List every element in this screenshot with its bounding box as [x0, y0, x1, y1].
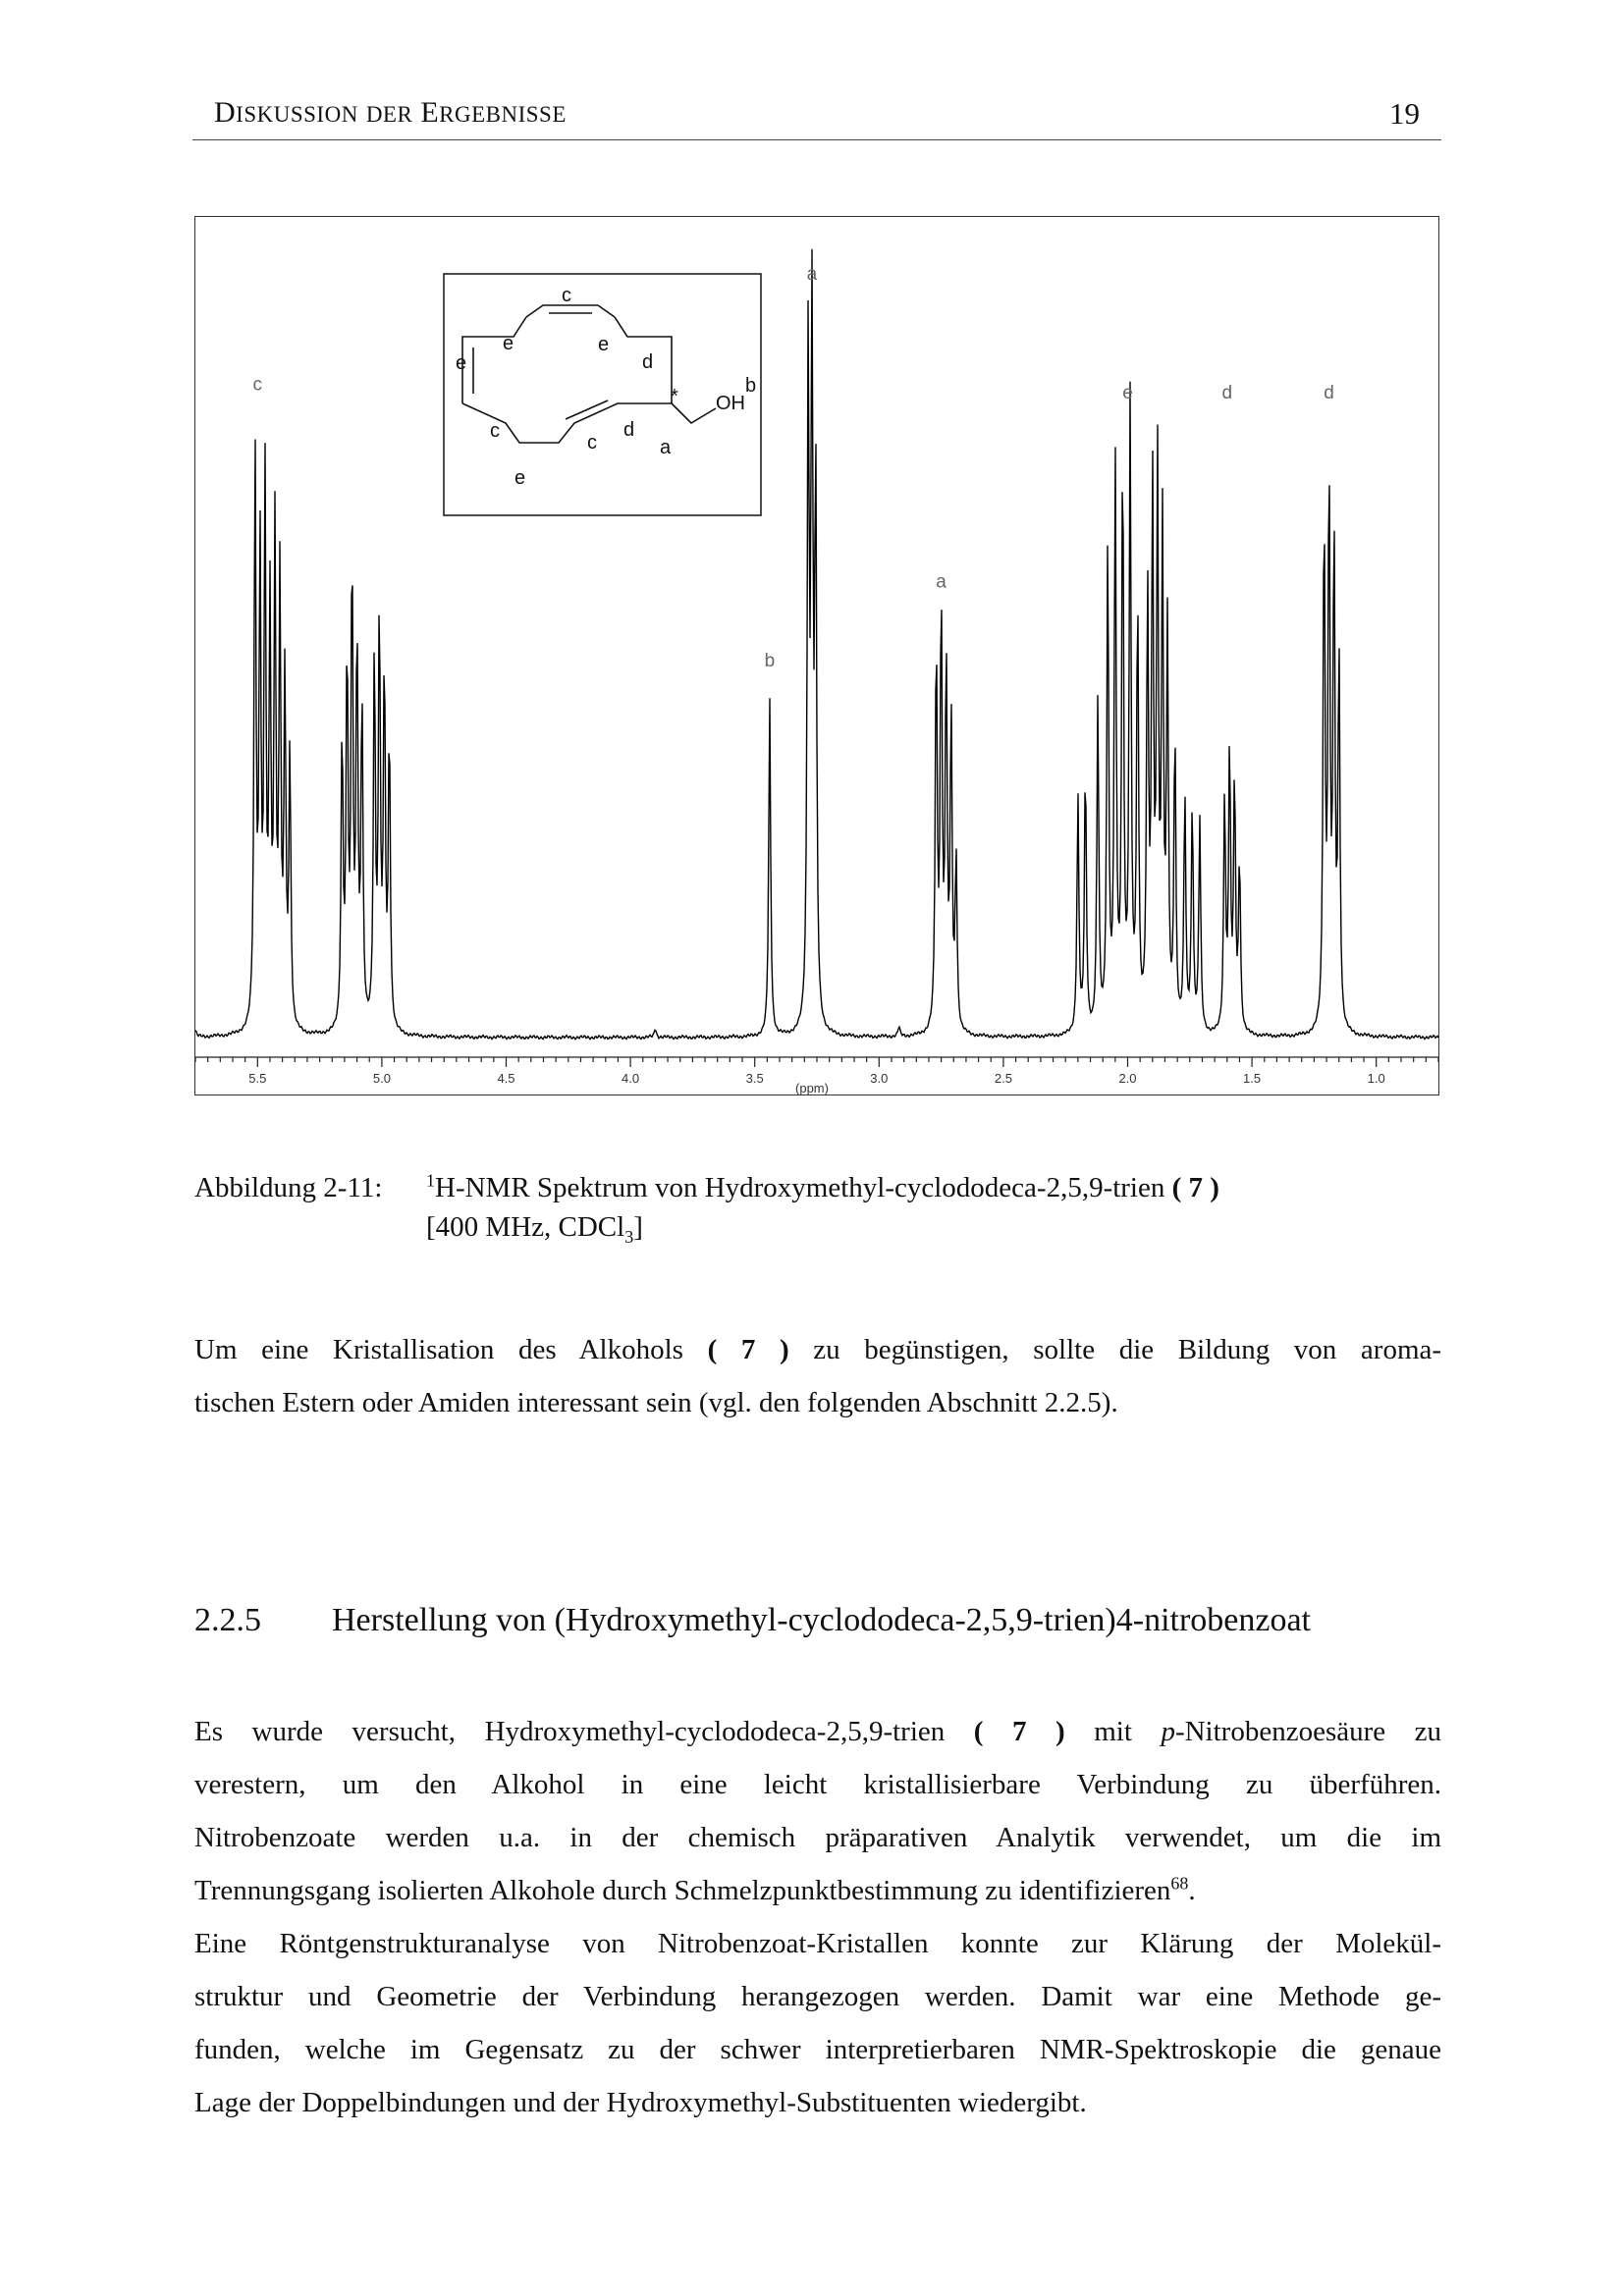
molecule-atom-label: OH: [716, 393, 745, 414]
compound-number: ( 7 ): [973, 1716, 1065, 1747]
peak-assignment-label: a: [806, 264, 818, 286]
peak-assignment-label: d: [1324, 382, 1334, 403]
caption-superscript: 1: [426, 1170, 435, 1191]
caption-text: H-NMR Spektrum von Hydroxymethyl-cyclododeca-2,5,9-trien: [435, 1172, 1165, 1203]
caption-conditions: [400 MHz, CDCl$_3$]: [426, 1211, 643, 1247]
molecule-atom-label: c: [490, 420, 500, 442]
running-title-word: DER: [365, 102, 413, 127]
running-header: [192, 96, 1441, 140]
molecule-atom-label: e: [503, 333, 514, 354]
molecule-atom-label: d: [623, 419, 635, 441]
paragraph-line: Es wurde versucht, Hydroxymethyl-cyclododeca-2,5,9-trien ( 7 ) mit p-Nitrobenzoesäure zu: [194, 1716, 1442, 1747]
nmr-figure: [194, 216, 1439, 1095]
paragraph-line: verestern, um den Alkohol in eine leicht kristallisierbare Verbindung zu überführen.: [194, 1769, 1441, 1800]
molecule-atom-label: e: [598, 334, 610, 355]
peak-labels: [253, 264, 1334, 671]
x-tick-label: 5.5: [248, 1071, 267, 1086]
running-title-initial: D: [214, 96, 237, 129]
peak-assignment-label: d: [1221, 382, 1233, 403]
x-tick-label: 5.0: [372, 1071, 391, 1086]
x-tick-label: 3.5: [745, 1071, 764, 1086]
x-tick-label: 1.5: [1243, 1071, 1262, 1086]
molecule-atom-label: d: [642, 351, 654, 373]
running-title-word: RGEBNISSE: [439, 102, 567, 127]
x-axis-label: (ppm): [795, 1081, 829, 1095]
nmr-spectrum-chart: [195, 217, 1438, 1095]
molecule-atom-label: e: [514, 467, 526, 489]
x-tick-label: 2.0: [1118, 1071, 1137, 1086]
running-title-initial: E: [420, 96, 440, 129]
x-tick-label: 4.5: [497, 1071, 515, 1086]
paragraph-line: Lage der Doppelbindungen und der Hydroxymethyl-Substituenten wiedergibt.: [194, 2087, 1087, 2118]
molecule-atom-label: c: [587, 432, 597, 454]
reference-superscript: 68: [1170, 1873, 1189, 1894]
section-number: 2.2.5: [194, 1602, 261, 1638]
molecule-atom-label: b: [745, 375, 757, 397]
peak-assignment-label: a: [936, 571, 947, 593]
paragraph-line: struktur und Geometrie der Verbindung herangezogen werden. Damit war eine Methode ge-: [194, 1981, 1441, 2012]
running-title: [214, 96, 567, 130]
paragraph-line: Eine Röntgenstrukturanalyse von Nitrobenzoat-Kristallen konnte zur Klärung der Molekül-: [194, 1928, 1441, 1959]
paragraph-line: Trennungsgang isolierten Alkohole durch Schmelzpunktbestimmung zu identifizieren$^{68}$.: [194, 1873, 1196, 1906]
x-tick-label: 2.5: [994, 1071, 1012, 1086]
spectrum-trace: [195, 249, 1438, 1040]
page-number: 19: [1389, 96, 1420, 131]
paragraph-line: tischen Estern oder Amiden interessant sein (vgl. den folgenden Abschnitt 2.2.5).: [194, 1387, 1118, 1418]
paragraph-line: Um eine Kristallisation des Alkohols ( 7 ) zu begünstigen, sollte die Bildung von aroma-: [194, 1334, 1442, 1365]
compound-number: ( 7 ): [1171, 1172, 1219, 1203]
inset-frame: [444, 274, 761, 515]
caption-label: Abbildung 2-11:: [194, 1172, 383, 1203]
molecule-atom-label: e: [456, 352, 467, 374]
x-tick-label: 4.0: [622, 1071, 640, 1086]
x-tick-label: 3.0: [870, 1071, 889, 1086]
running-title-word: ISKUSSION: [236, 102, 358, 127]
paragraph-line: Nitrobenzoate werden u.a. in der chemisch präparativen Analytik verwendet, um die im: [194, 1822, 1441, 1853]
peak-assignment-label: c: [252, 374, 263, 396]
x-tick-label: 1.0: [1367, 1071, 1385, 1086]
compound-number: ( 7 ): [707, 1334, 789, 1365]
stereocenter-marker: *: [671, 386, 678, 407]
molecule-atom-label: c: [562, 285, 571, 306]
molecule-inset: [444, 274, 761, 515]
section-title: Herstellung von (Hydroxymethyl-cyclododeca-2,5,9-trien)4-nitrobenzoat: [332, 1602, 1312, 1638]
paragraph-line: funden, welche im Gegensatz zu der schwer interpretierbaren NMR-Spektroskopie die genaue: [194, 2034, 1441, 2065]
peak-assignment-label: b: [764, 651, 776, 672]
body-paragraph: [194, 1323, 1441, 1429]
peak-assignment-label: e: [1122, 382, 1133, 403]
molecule-atom-label: a: [660, 437, 672, 458]
body-paragraph: [194, 1705, 1441, 2129]
figure-caption: [194, 1168, 1219, 1247]
section-heading: [194, 1602, 1311, 1639]
